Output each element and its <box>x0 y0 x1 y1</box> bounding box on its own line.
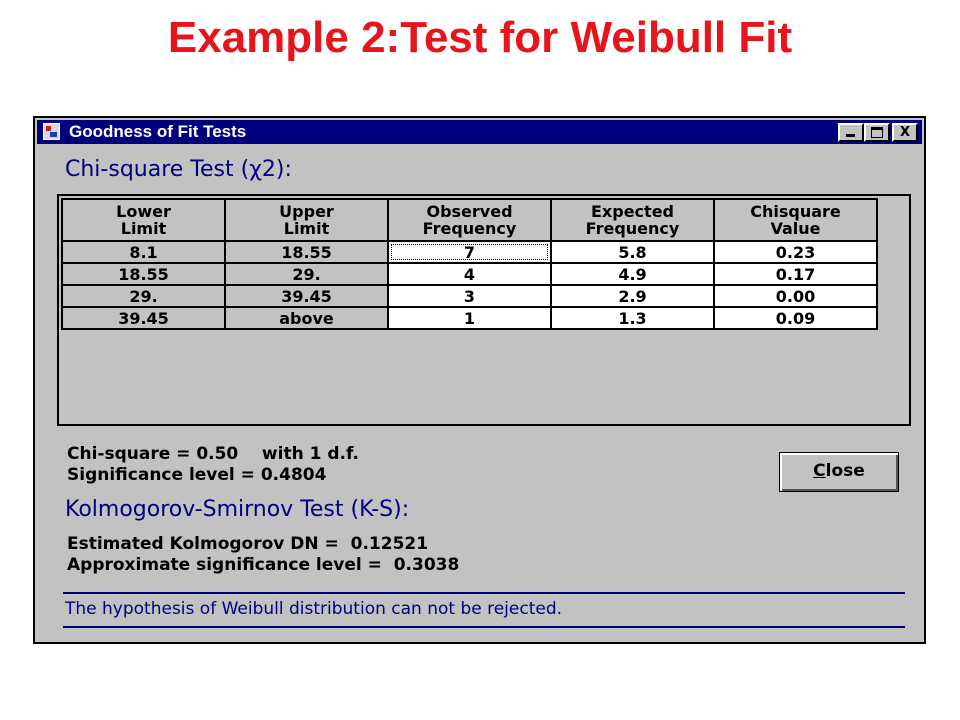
lower-limit-cell: 39.45 <box>62 307 225 329</box>
chisquare-value-cell[interactable]: 0.17 <box>714 263 877 285</box>
upper-limit-cell: above <box>225 307 388 329</box>
slide-title: Example 2:Test for Weibull Fit <box>167 13 793 62</box>
column-header-lower-limit: Lower Limit <box>62 199 225 241</box>
chi-square-heading: Chi-square Test (χ2): <box>65 157 292 182</box>
column-header-chisquare-value: Chisquare Value <box>714 199 877 241</box>
lower-limit-cell: 18.55 <box>62 263 225 285</box>
observed-frequency-cell[interactable]: 1 <box>388 307 551 329</box>
column-header-expected-frequency: Expected Frequency <box>551 199 714 241</box>
close-accelerator-key: C <box>813 461 826 481</box>
divider <box>63 626 905 628</box>
table-row <box>62 307 877 329</box>
chi-square-table <box>61 198 878 330</box>
close-button[interactable] <box>779 452 899 492</box>
chisquare-value-cell[interactable]: 0.09 <box>714 307 877 329</box>
window-title: Goodness of Fit Tests <box>69 122 247 141</box>
ks-statistic: Estimated Kolmogorov DN = 0.12521 <box>67 534 429 554</box>
table-header-row <box>62 199 877 241</box>
close-icon: X <box>899 125 911 140</box>
expected-frequency-cell[interactable]: 5.8 <box>551 241 714 263</box>
maximize-icon <box>871 127 883 138</box>
chi-square-statistic: Chi-square = 0.50 with 1 d.f. <box>67 444 359 464</box>
chi-square-significance: Significance level = 0.4804 <box>67 465 327 485</box>
upper-limit-cell: 29. <box>225 263 388 285</box>
upper-limit-cell: 39.45 <box>225 285 388 307</box>
observed-frequency-cell[interactable]: 7 <box>388 241 551 263</box>
chi-square-grid[interactable] <box>57 194 911 426</box>
conclusion-message: The hypothesis of Weibull distribution can not be rejected. <box>65 599 563 619</box>
maximize-button[interactable] <box>864 123 890 142</box>
title-bar[interactable] <box>37 120 922 144</box>
table-row <box>62 241 877 263</box>
lower-limit-cell: 29. <box>62 285 225 307</box>
observed-frequency-cell[interactable]: 4 <box>388 263 551 285</box>
minimize-button[interactable] <box>838 123 864 142</box>
app-icon[interactable] <box>43 123 60 140</box>
lower-limit-cell: 8.1 <box>62 241 225 263</box>
chisquare-value-cell[interactable]: 0.23 <box>714 241 877 263</box>
table-row <box>62 263 877 285</box>
observed-frequency-cell[interactable]: 3 <box>388 285 551 307</box>
close-button-label: lose <box>825 461 865 481</box>
upper-limit-cell: 18.55 <box>225 241 388 263</box>
chisquare-value-cell[interactable]: 0.00 <box>714 285 877 307</box>
minimize-icon <box>846 134 855 137</box>
ks-significance: Approximate significance level = 0.3038 <box>67 555 460 575</box>
expected-frequency-cell[interactable]: 1.3 <box>551 307 714 329</box>
column-header-upper-limit: Upper Limit <box>225 199 388 241</box>
expected-frequency-cell[interactable]: 2.9 <box>551 285 714 307</box>
column-header-observed-frequency: Observed Frequency <box>388 199 551 241</box>
table-row <box>62 285 877 307</box>
divider <box>63 592 905 594</box>
expected-frequency-cell[interactable]: 4.9 <box>551 263 714 285</box>
window-close-button[interactable] <box>892 123 918 142</box>
goodness-of-fit-dialog <box>33 116 926 644</box>
ks-heading: Kolmogorov-Smirnov Test (K-S): <box>65 497 410 522</box>
